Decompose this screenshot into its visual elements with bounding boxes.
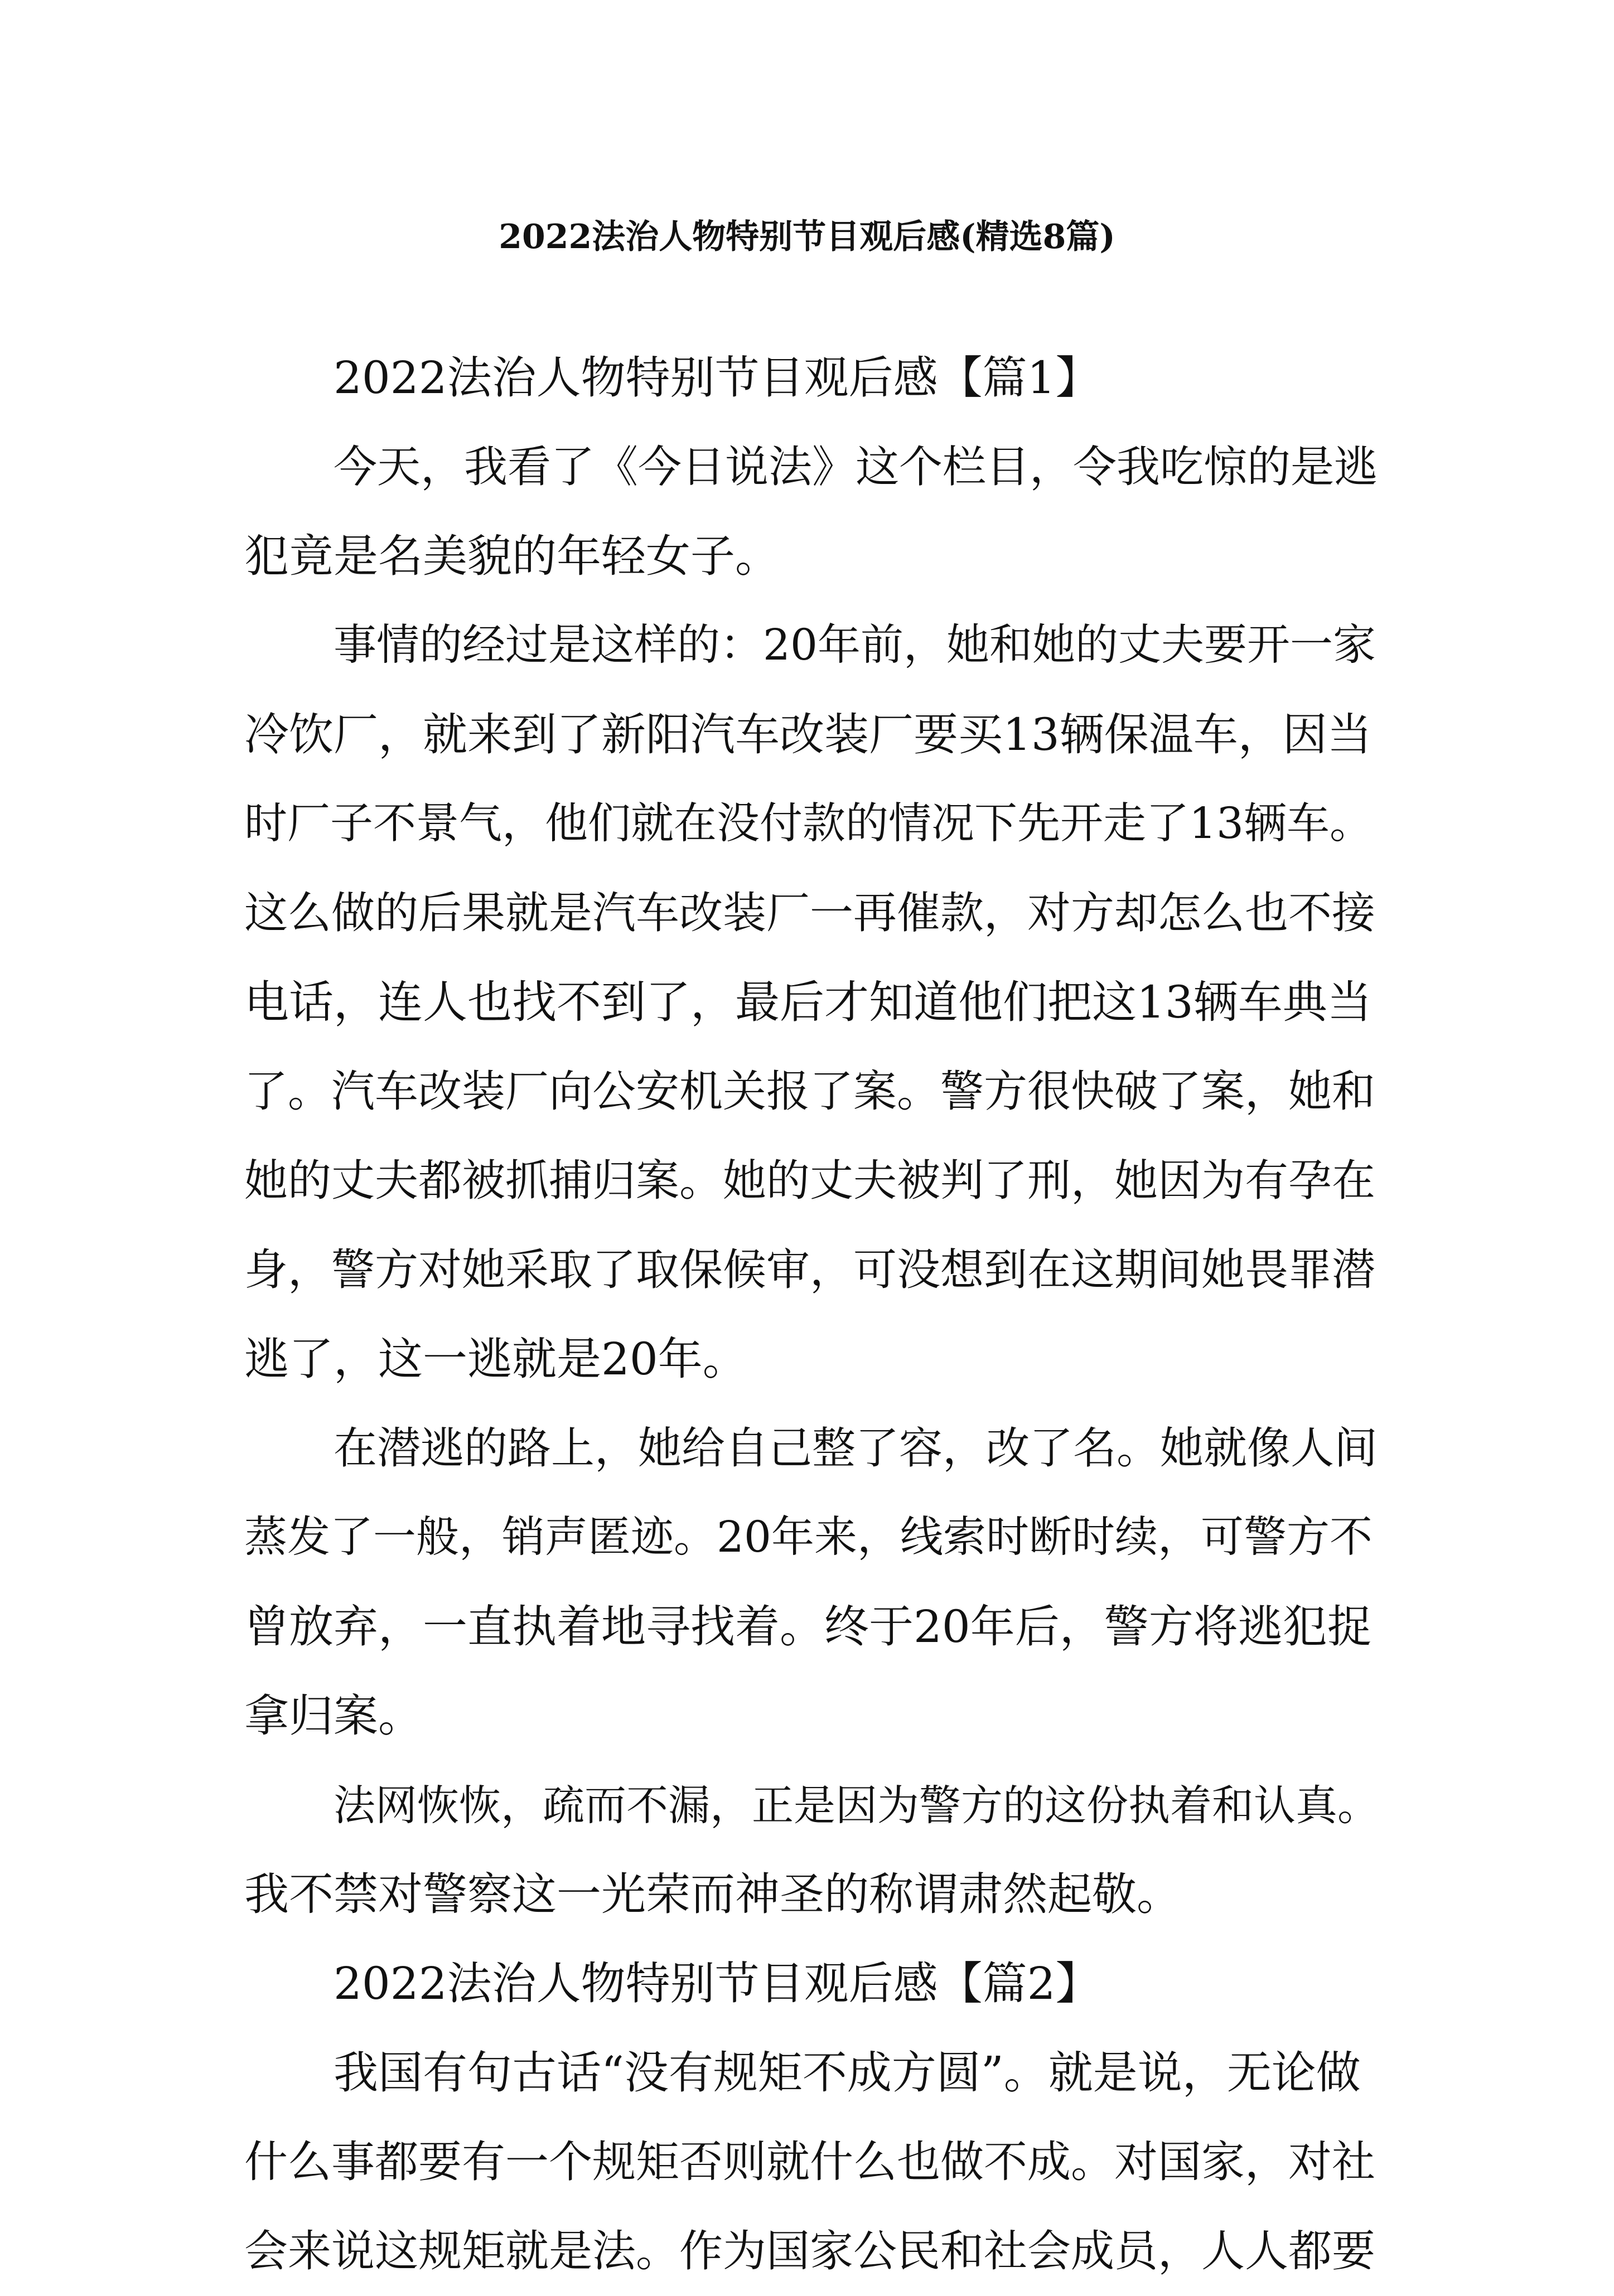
paragraph-line: 曾放弃，一直执着地寻找着。终于20年后，警方将逃犯捉 — [244, 1601, 1372, 1653]
paragraph-line: 冷饮厂，就来到了新阳汽车改装厂要买13辆保温车，因当 — [244, 709, 1372, 761]
paragraph-line: 在潜逃的路上，她给自己整了容，改了名。她就像人间 — [334, 1423, 1378, 1474]
paragraph-line: 了。汽车改装厂向公安机关报了案。警方很快破了案，她和 — [244, 1067, 1376, 1117]
paragraph-line: 逃了，这一逃就是20年。 — [244, 1333, 747, 1385]
paragraph-line: 她的丈夫都被抓捕归案。她的丈夫被判了刑，她因为有孕在 — [244, 1156, 1376, 1206]
paragraph-line: 我不禁对警察这一光荣而神圣的称谓肃然起敬。 — [244, 1868, 1181, 1920]
paragraph-line: 犯竟是名美貌的年轻女子。 — [244, 530, 780, 582]
paragraph-line: 事情的经过是这样的：20年前，她和她的丈夫要开一家 — [334, 621, 1376, 670]
paragraph-line: 我国有句古话“没有规矩不成方圆”。就是说，无论做 — [334, 2047, 1361, 2099]
paragraph-line: 拿归案。 — [244, 1690, 423, 1742]
paragraph-line: 这么做的后果就是汽车改装厂一再催款，对方却怎么也不接 — [244, 888, 1376, 938]
paragraph-line: 时厂子不景气，他们就在没付款的情况下先开走了13辆车。 — [244, 799, 1373, 849]
paragraph-line: 今天，我看了《今日说法》这个栏目，令我吃惊的是逃 — [334, 442, 1378, 492]
section-heading: 2022法治人物特别节目观后感【篇1】 — [334, 352, 1100, 404]
paragraph-line: 电话，连人也找不到了，最后才知道他们把这13辆车典当 — [244, 976, 1372, 1028]
paragraph-line: 法网恢恢，疏而不漏，正是因为警方的这份执着和认真。 — [334, 1781, 1380, 1830]
paragraph-line: 什么事都要有一个规矩否则就什么也做不成。对国家，对社 — [244, 2137, 1376, 2187]
document-title: 2022法治人物特别节目观后感(精选8篇) — [499, 217, 1115, 256]
section-heading: 2022法治人物特别节目观后感【篇2】 — [334, 1958, 1100, 2009]
paragraph-line: 会来说这规矩就是法。作为国家公民和社会成员，人人都要 — [244, 2226, 1376, 2276]
paragraph-line: 身，警方对她采取了取保候审，可没想到在这期间她畏罪潜 — [244, 1245, 1376, 1295]
paragraph-line: 蒸发了一般，销声匿迹。20年来，线索时断时续，可警方不 — [244, 1513, 1373, 1562]
